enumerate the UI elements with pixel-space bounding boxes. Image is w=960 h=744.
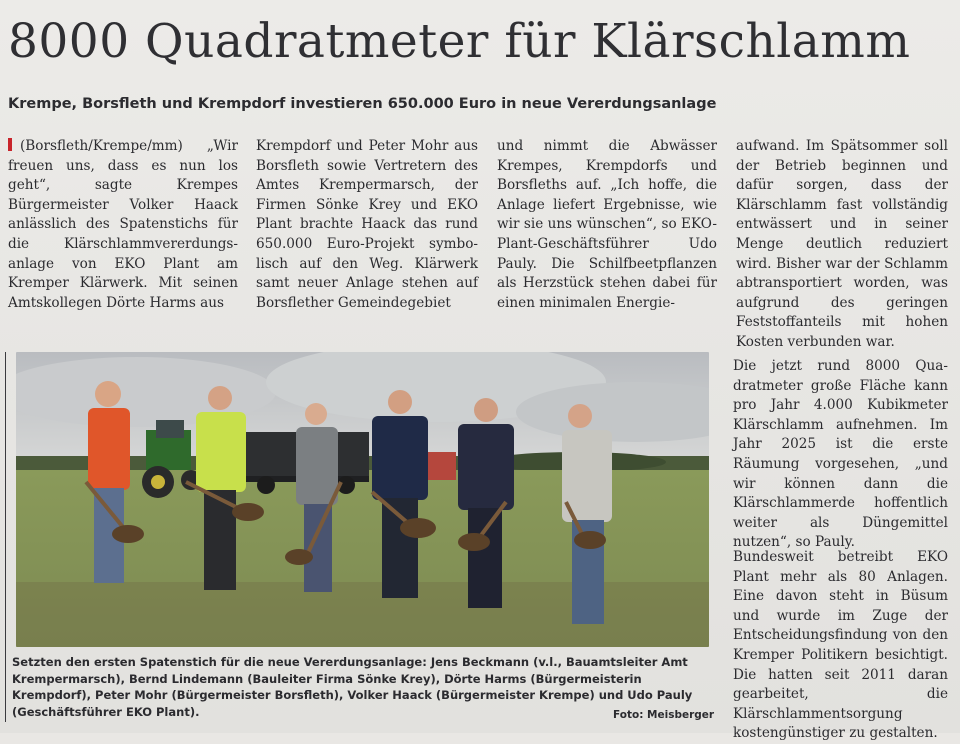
section-marker <box>8 138 12 151</box>
article-photo <box>16 352 709 647</box>
article-column-1 <box>8 137 238 313</box>
column-4c-text: Bundesweit betreibt EKO Plant mehr als 80 Anlagen. Eine davon steht in Büsum und wurde im Zuge der Entscheidungsfindung von den Kremper Politikern besichtigt. Die hatten seit 2011 daran gearbeitet, die Klärschlammentsorgung kostengünstiger zu gestalten. <box>733 549 948 742</box>
groundbreaking-photo-illustration <box>16 352 709 647</box>
column-4b-text: Die jetzt rund 8000 Quadratmeter große Fläche kann pro Jahr 4.000 Kubikmeter Klärschlamm aufnehmen. Im Jahr 2025 ist die erste Räumung vorgesehen, „und wir können dann die Klärschlammerde hoffentlich weiter als Düngemittel nutzen“, so Pauly. <box>733 358 948 551</box>
column-rule <box>5 352 6 722</box>
headline: 8000 Quadratmeter für Klärschlamm <box>8 14 911 69</box>
article-column-4-paragraph-2 <box>733 357 948 553</box>
column-2-text: Krempdorf und Peter Mohr aus Borsfleth sowie Vertretern des Amtes Krempermarsch, der Firmen Sönke Krey und EKO Plant brachte Haack das rund 650.000 Euro-Projekt symbolisch auf den Weg. Klärwerk samt neuer Anlage stehen auf Borsflether Gemeindegebiet <box>256 138 478 311</box>
column-1-text: (Borsfleth/Krempe/mm) „Wir freuen uns, dass es nun los geht“, sagte Krempes Bürgermeister Volker Haack anlässlich des Spatenstichs für die Klärschlammvererdungsanlage von EKO Plant am Kremper Klärwerk. Mit seinen Amtskollegen Dörte Harms aus <box>8 138 238 311</box>
photo-caption: Setzten den ersten Spatenstich für die neue Vererdungsanlage: Jens Beckmann (v.l., Bauamtsleiter Amt Krempermarsch), Bernd Lindemann (Bauleiter Firma Sönke Krey), Dörte Harms (Bürgermeisterin Krempdorf), Peter Mohr (Bürgermeister Borsfleth), Volker Haack (Bürgermeister Krempe) und Udo Pauly (Geschäftsführer EKO Plant). <box>12 655 693 719</box>
column-4-text: aufwand. Im Spätsommer soll der Betrieb beginnen und dafür sorgen, dass der Klärschlamm fast vollständig entwässert und in seiner Menge deutlich reduziert wird. Bisher war der Schlamm abtransportiert worden, was aufgrund des geringen Feststoffanteils mit hohen Kosten verbunden war. <box>736 138 948 350</box>
subheadline: Krempe, Borsfleth und Krempdorf investieren 650.000 Euro in neue Vererdungsanlage <box>8 96 717 112</box>
article-column-4-paragraph-3 <box>733 548 948 744</box>
column-3-text: und nimmt die Abwässer Krempes, Krempdorfs und Borsfleths auf. „Ich hoffe, die Anlage liefert Ergebnisse, wie wir sie uns wünschen“, so EKO-Plant-Geschäftsführer Udo Pauly. Die Schilfbeetpflanzen als Herzstück stehen dabei für einen minimalen Energie- <box>497 138 717 311</box>
article-column-2 <box>256 137 478 313</box>
article-column-3 <box>497 137 717 313</box>
photo-credit: Foto: Meisberger <box>613 709 715 721</box>
article-column-4 <box>736 137 948 353</box>
